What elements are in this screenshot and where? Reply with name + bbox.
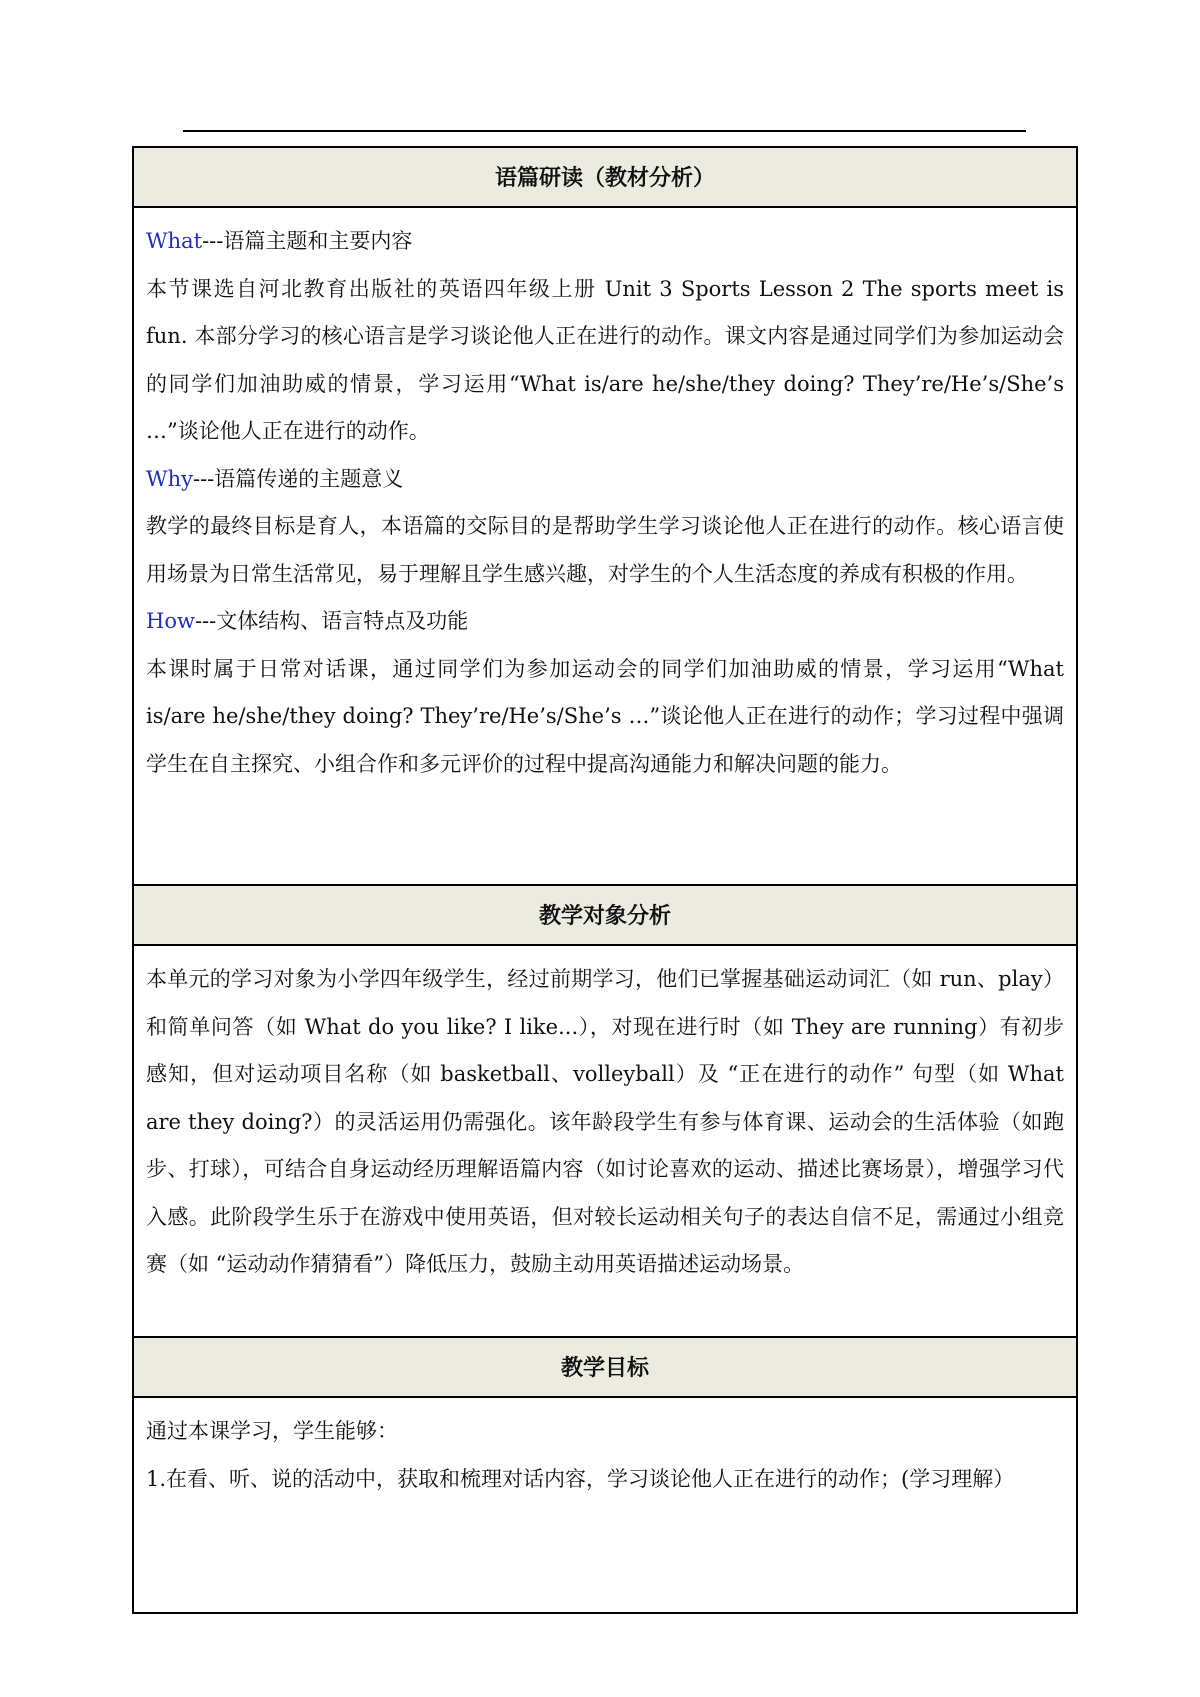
what-heading [146, 218, 1064, 266]
why-title: ---语篇传递的主题意义 [192, 466, 404, 491]
how-paragraph: 本课时属于日常对话课，通过同学们为参加运动会的同学们加油助威的情景，学习运用“What is/are he/she/they doing? They’re/He’s/She’s …”谈论他人正在进行的动作；学习过程中强调学生在自主探究、小组合作和多元评价的过程中提高沟通能力和解决问题的能力。 [146, 656, 1064, 776]
what-title: ---语篇主题和主要内容 [202, 229, 413, 253]
section-header-student-analysis: 教学对象分析 [134, 886, 1076, 946]
section-header-teaching-goals: 教学目标 [134, 1338, 1076, 1398]
why-label: Why [146, 466, 193, 491]
lesson-plan-table [132, 146, 1078, 1614]
goals-intro: 通过本课学习，学生能够： [146, 1419, 398, 1443]
goal-item-1: 1.在看、听、说的活动中，获取和梳理对话内容，学习谈论他人正在进行的动作；(学习理解） [146, 1466, 1015, 1491]
what-label: What [146, 229, 203, 253]
student-analysis-paragraph: 本单元的学习对象为小学四年级学生，经过前期学习，他们已掌握基础运动词汇（如 run、play）和简单问答（如 What do you like? I like...），对现在进行时（如 They are running）有初步感知，但对运动项目名称（如 basketball、volleyball）及 “正在进行的动作” 句型（如 What are they doing?）的灵活运用仍需强化。该年龄段学生有参与体育课、运动会的生活体验（如跑步、打球），可结合自身运动经历理解语篇内容（如讨论喜欢的运动、描述比赛场景），增强学习代入感。此阶段学生乐于在游戏中使用英语，但对较长运动相关句子的表达自信不足，需通过小组竞赛（如 “运动动作猜猜看”）降低压力，鼓励主动用英语描述运动场景。 [146, 967, 1064, 1276]
how-label: How [146, 609, 195, 633]
how-title: ---文体结构、语言特点及功能 [194, 609, 469, 633]
section-header-text-analysis: 语篇研读（教材分析） [134, 148, 1076, 208]
top-rule [183, 130, 1026, 132]
why-paragraph: 教学的最终目标是育人，本语篇的交际目的是帮助学生学习谈论他人正在进行的动作。核心语言使用场景为日常生活常见，易于理解且学生感兴趣，对学生的个人生活态度的养成有积极的作用。 [146, 514, 1064, 586]
section-body-text-analysis [134, 208, 1076, 886]
why-heading [146, 456, 1064, 504]
how-heading [146, 598, 1064, 646]
what-paragraph: 本节课选自河北教育出版社的英语四年级上册 Unit 3 Sports Lesson 2 The sports meet is fun. 本部分学习的核心语言是学习谈论他人正在进行的动作。课文内容是通过同学们为参加运动会的同学们加油助威的情景，学习运用“What is/are he/she/they doing? They’re/He’s/She’s …”谈论他人正在进行的动作。 [146, 276, 1064, 443]
section-body-teaching-goals [134, 1398, 1076, 1612]
section-body-student-analysis [134, 946, 1076, 1338]
